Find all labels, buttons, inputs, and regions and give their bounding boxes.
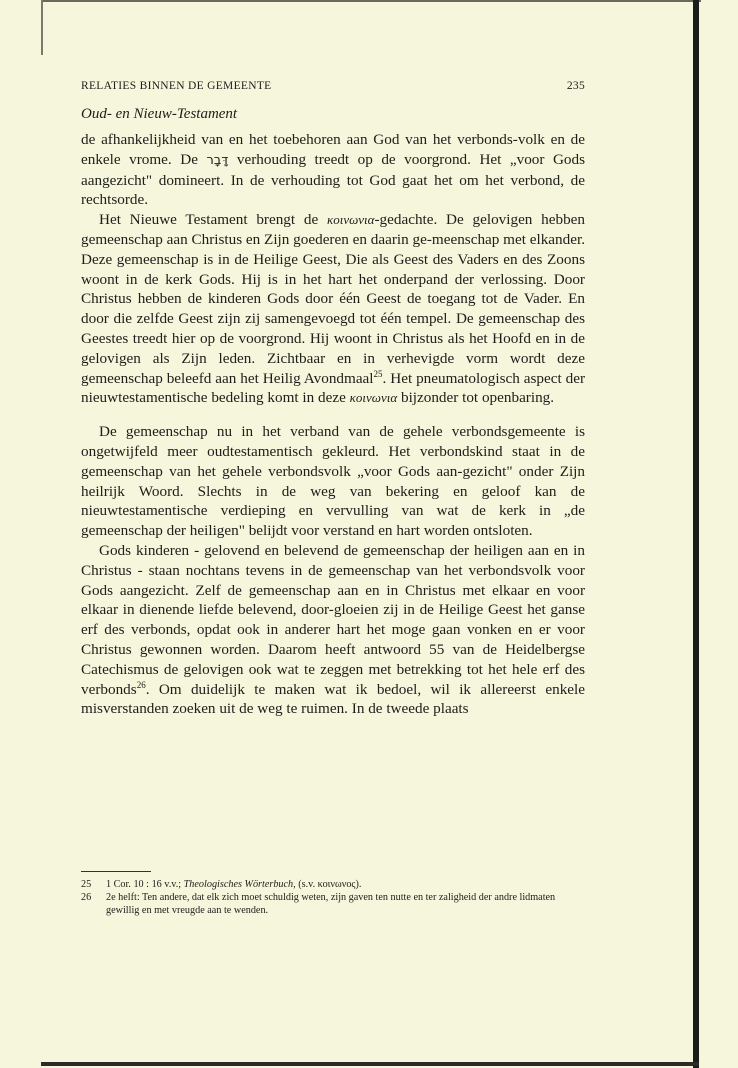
page-number: 235 <box>566 80 585 92</box>
footnote-ref-25: 25 <box>373 368 383 379</box>
greek-word-koinonia: κοινωνια <box>326 212 375 228</box>
page-frame-left <box>41 0 43 55</box>
section-title: Oud- en Nieuw-Testament <box>81 106 238 122</box>
footnote-26 <box>81 891 585 917</box>
footnote-text <box>106 878 585 891</box>
running-title: RELATIES BINNEN DE GEMEENTE <box>81 80 272 92</box>
p2-text-c: . Het pneumatologisch aspect der nieuwtestamentische bedeling komt in deze <box>81 369 585 407</box>
paragraph-2 <box>81 210 585 408</box>
p2-text-b: -gedachte. De gelovigen hebben gemeenschap aan Christus en Zijn goederen en daarin ge-meenschap met elkander. Deze gemeenschap is in de Heilige Geest, Die als Geest des Vaders en des Zoons woont in de kerk Gods. Hij is in het hart het onderpand der verlossing. Door Christus hebben de kinderen Gods door één Geest de toegang tot de Vader. En door die zelfde Geest zijn zij samengevoegd tot één tempel. De gemeenschap des Geestes treedt hier op de voorgrond. Hij woont in Christus als het Hoofd en in de gelovigen als Zijn leden. Zichtbaar en in verhevigde vorm wordt deze gemeenschap beleefd aan het Heilig Avondmaal <box>81 211 586 387</box>
paragraph-1 <box>81 130 585 210</box>
footnotes <box>81 878 585 917</box>
footnote-ref-26: 26 <box>136 679 146 690</box>
footnote-25 <box>81 878 585 891</box>
running-header <box>81 80 585 92</box>
footnote-text-b: (s.v. κοινωνος). <box>298 879 362 890</box>
page-frame-top <box>41 0 701 2</box>
p4-text-a: Gods kinderen - gelovend en belevend de gemeenschap der heiligen aan en in Christus - staan nochtans tevens in de gemeenschap van het verbondsvolk voor Gods aangezicht. Zelf de gemeenschap aan en in Christus met elkaar en voor elkaar in dienende liefde belevend, door-gloeien zij in de Heilige Geest het ganse erf des verbonds, opdat ook in anderer hart het moge gaan vonken en er voor Christus gewonnen worden. Daarom heeft antwoord 55 van de Heidelbergse Catechismus de gelovigen ook wat te zeggen met betrekking tot het hele erf des verbonds <box>81 541 585 698</box>
p4-text-b: . Om duidelijk te maken wat ik bedoel, wil ik allereerst enkele misverstanden zoeken uit de weg te ruimen. In de tweede plaats <box>81 680 585 718</box>
page-frame-bottom <box>41 1062 699 1066</box>
footnote-source-title: Theologisches Wörterbuch, <box>183 879 296 890</box>
footnote-number: 26 <box>81 892 92 903</box>
p1-text-a: de afhankelijkheid van en het toebehoren aan God van het verbonds-volk en de enkele vrome. De <box>81 131 585 168</box>
greek-word-koinonia: κοινωνια <box>349 390 398 406</box>
paragraph-3: De gemeenschap nu in het verband van de gehele verbondsgemeente is ongetwijfeld meer oudtestamentisch gekleurd. Het verbondskind staat in de gemeenschap van het gehele verbondsvolk „voor Gods aan-gezicht" onder Zijn heilrijk Woord. Slechts in de weg van bekering en geloof kan de nieuwtestamentische verdieping en vervulling van wat de kerk in „de gemeenschap der heiligen" belijdt voor verstand en hart worden ontsloten. <box>81 423 585 540</box>
footnote-text-a: 1 Cor. 10 : 16 v.v.; <box>106 879 182 890</box>
footnote-text: 2e helft: Ten andere, dat elk zich moet schuldig weten, zijn gaven ten nutte en ter zaligheid der andre lidmaten gewillig en met vreugde aan te wenden. <box>106 892 556 916</box>
p1-text-b: verhouding treedt op de voorgrond. Het „voor Gods aangezicht" domineert. In de verhouding tot God gaat het om het verbond, de rechtsorde. <box>81 150 586 209</box>
paragraph-4 <box>81 541 585 719</box>
footnote-number: 25 <box>81 879 92 890</box>
page-frame-right <box>693 0 699 1068</box>
body-text <box>81 130 585 719</box>
hebrew-word: דָּבָר <box>206 152 229 168</box>
p2-text-d: bijzonder tot openbaring. <box>400 389 555 407</box>
p2-text-a: Het Nieuwe Testament brengt de <box>99 211 319 229</box>
footnote-rule <box>81 871 151 872</box>
